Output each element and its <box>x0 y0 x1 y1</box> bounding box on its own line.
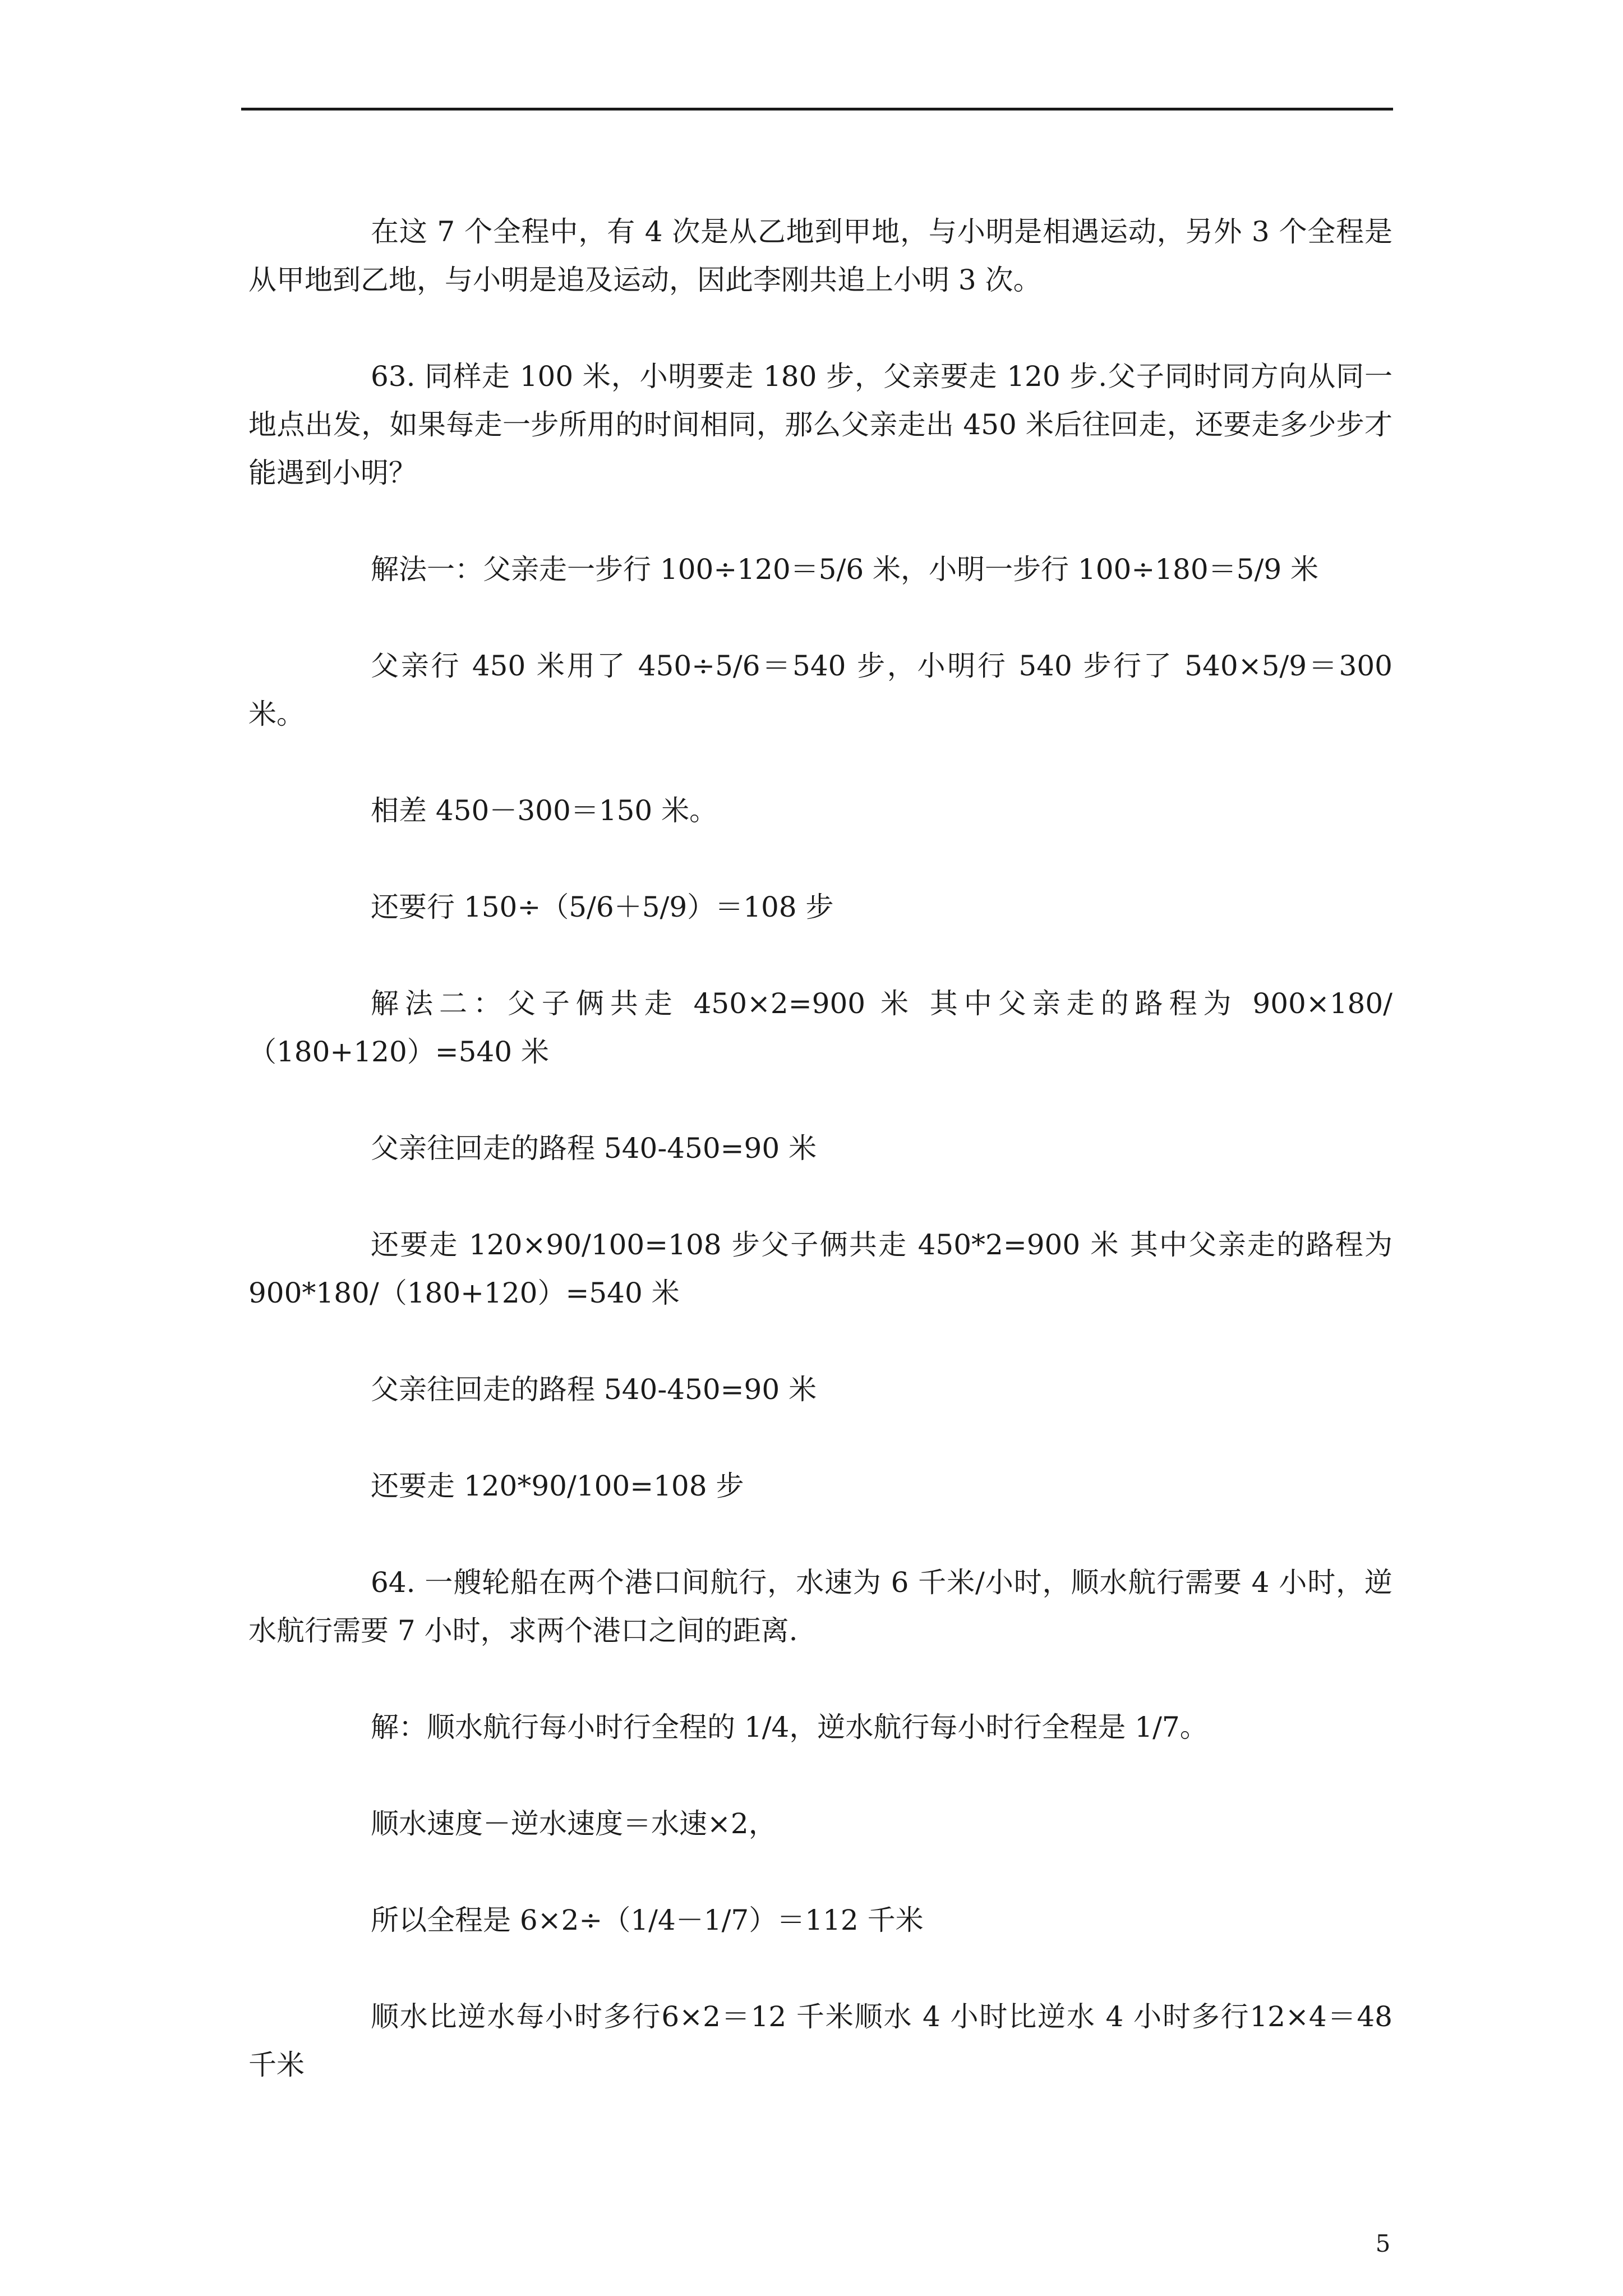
solution-64-step-4: 顺水比逆水每小时多行6×2＝12 千米顺水 4 小时比逆水 4 小时多行12×4＝48 千米 <box>248 2000 1393 2081</box>
solution-2-step-3: 还要走 120×90/100=108 步父子俩共走 450*2=900 米 其中父亲走的路程为 900*180/（180+120）=540 米 <box>248 1228 1393 1309</box>
solution-1-step-4: 还要行 150÷（5/6＋5/9）＝108 步 <box>371 891 834 923</box>
problem-63: 63. 同样走 100 米，小明要走 180 步，父亲要走 120 步.父子同时同方向从同一地点出发，如果每走一步所用的时间相同，那么父亲走出 450 米后往回走，还要走多少步才能遇到小明？ <box>248 360 1393 489</box>
document-body <box>248 208 1393 2137</box>
solution-1-step-3: 相差 450－300＝150 米。 <box>371 794 718 827</box>
solution-2-step-4: 父亲往回走的路程 540-450=90 米 <box>371 1373 817 1406</box>
solution-2-step-1: 解法二：父子俩共走 450×2=900 米 其中父亲走的路程为 900×180/（180+120）=540 米 <box>248 987 1393 1068</box>
solution-2-step-5: 还要走 120*90/100=108 步 <box>371 1470 744 1502</box>
paragraph-intro: 在这 7 个全程中，有 4 次是从乙地到甲地，与小明是相遇运动，另外 3 个全程是从甲地到乙地，与小明是追及运动，因此李刚共追上小明 3 次。 <box>248 215 1393 296</box>
solution-64-step-2: 顺水速度－逆水速度＝水速×2， <box>371 1807 777 1840</box>
solution-64-step-3: 所以全程是 6×2÷（1/4－1/7）＝112 千米 <box>371 1904 924 1936</box>
solution-64-step-1: 解：顺水航行每小时行全程的 1/4，逆水航行每小时行全程是 1/7。 <box>371 1711 1208 1743</box>
solution-1-step-1: 解法一：父亲走一步行 100÷120＝5/6 米，小明一步行 100÷180＝5/9 米 <box>371 553 1319 586</box>
page-number: 5 <box>1375 2230 1391 2257</box>
header-rule <box>241 108 1393 111</box>
solution-2-step-2: 父亲往回走的路程 540-450=90 米 <box>371 1132 817 1165</box>
solution-1-step-2: 父亲行 450 米用了 450÷5/6＝540 步，小明行 540 步行了 540×5/9＝300 米。 <box>248 650 1393 730</box>
problem-64: 64. 一艘轮船在两个港口间航行，水速为 6 千米/小时，顺水航行需要 4 小时，逆水航行需要 7 小时，求两个港口之间的距离. <box>248 1566 1393 1647</box>
